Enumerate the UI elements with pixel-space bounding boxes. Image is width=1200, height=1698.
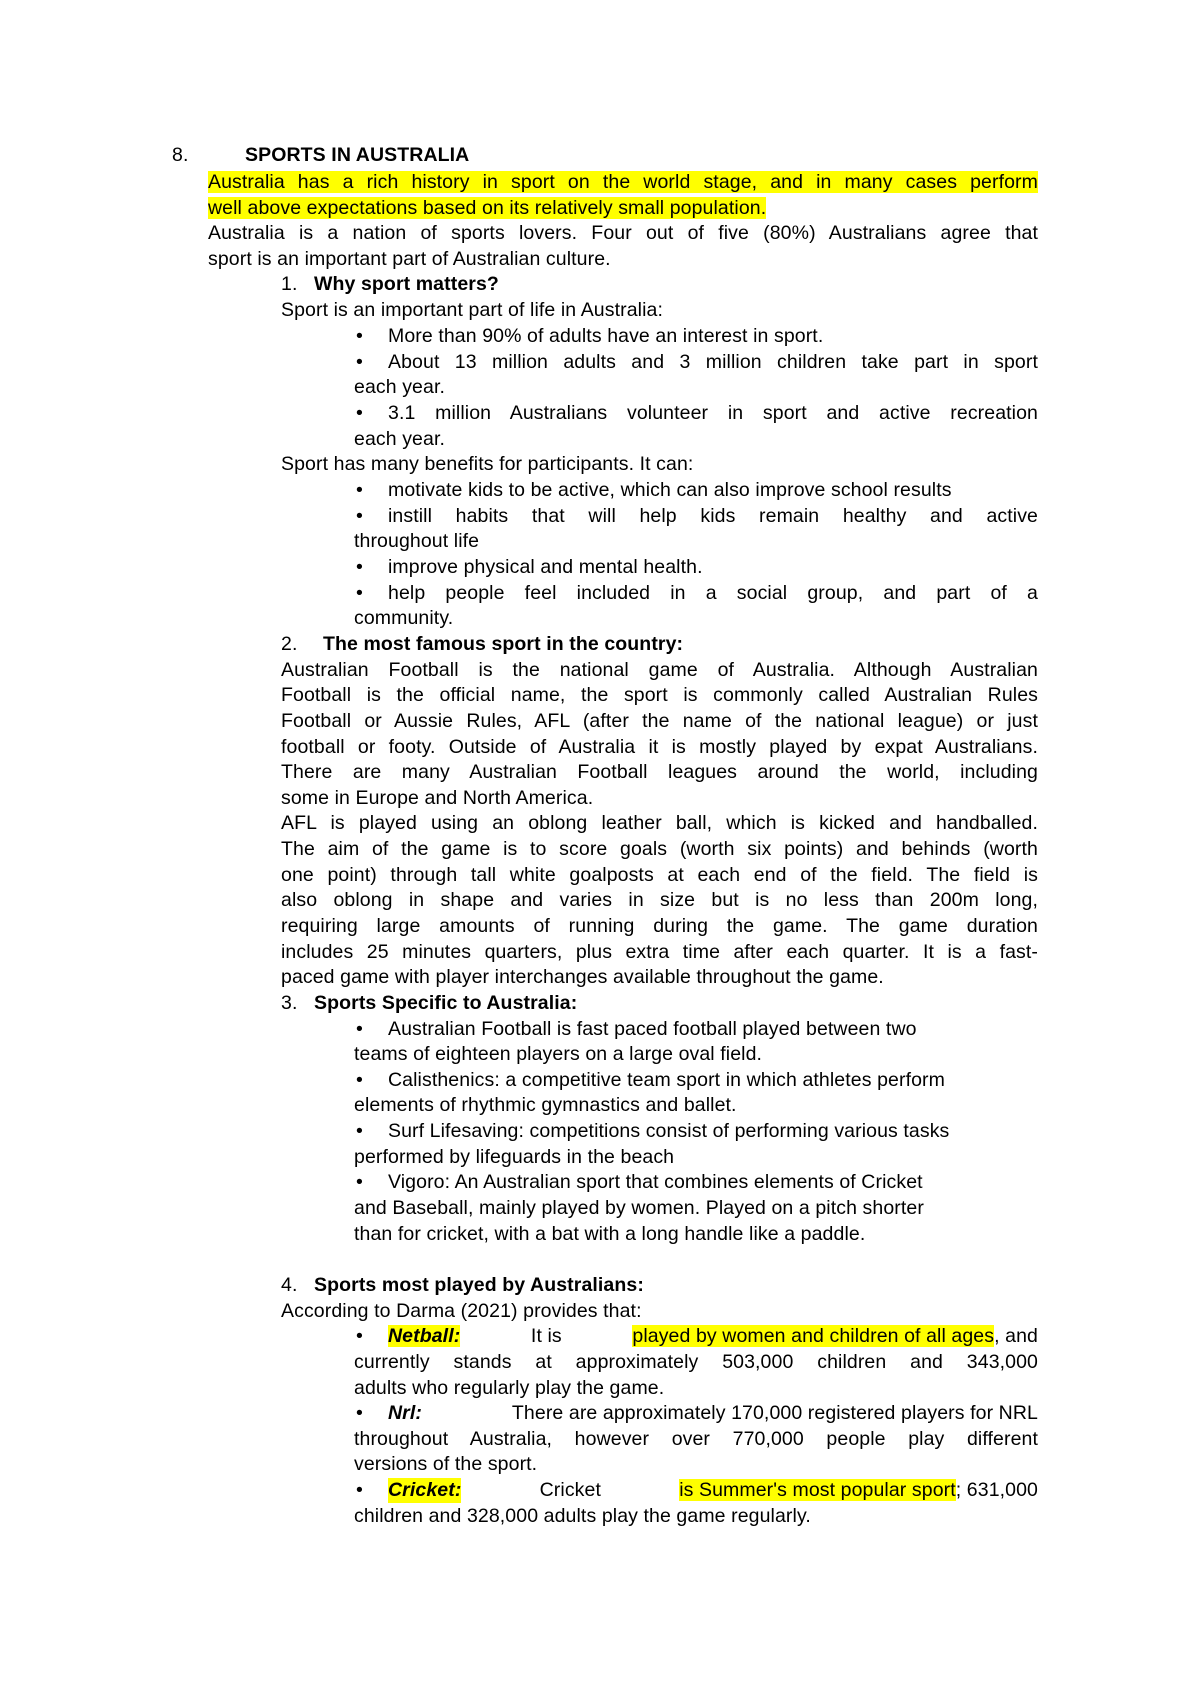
- subsection-4-number: 4.: [281, 1274, 298, 1296]
- list-item-netball: [388, 1324, 1038, 1349]
- list-item-continuation: each year.: [354, 376, 445, 398]
- text-span: ; 631,000: [955, 1479, 1038, 1501]
- list-item-continuation: teams of eighteen players on a large oval field.: [354, 1043, 763, 1065]
- paragraph-line: Australian Football is the national game of Australia. Although Australian: [281, 659, 1038, 681]
- list-item-continuation: performed by lifeguards in the beach: [354, 1146, 675, 1168]
- highlight: played by women and children of all ages: [632, 1325, 995, 1347]
- bullet-icon: •: [356, 1069, 363, 1091]
- text-span: Cricket: [539, 1479, 601, 1501]
- list-item-continuation: elements of rhythmic gymnastics and ballet.: [354, 1094, 737, 1116]
- intro-highlight-line-2: [208, 196, 766, 221]
- paragraph-line: paced game with player interchanges available throughout the game.: [281, 966, 884, 988]
- highlight: is Summer's most popular sport: [679, 1479, 956, 1501]
- bullet-icon: •: [356, 1018, 363, 1040]
- subsection-1-heading: Why sport matters?: [314, 273, 499, 295]
- paragraph-line: requiring large amounts of running during the game. The game duration: [281, 915, 1038, 937]
- list-item: About 13 million adults and 3 million children take part in sport: [388, 351, 1038, 373]
- subsection-1-lead: Sport is an important part of life in Australia:: [281, 299, 663, 321]
- text-span: There are approximately 170,000 registered players for NRL: [511, 1402, 1038, 1424]
- bullet-icon: •: [356, 1120, 363, 1142]
- paragraph-line: football or footy. Outside of Australia it is mostly played by expat Australians.: [281, 736, 1038, 758]
- bullet-icon: •: [356, 1402, 363, 1424]
- subsection-1-number: 1.: [281, 273, 298, 295]
- paragraph-line: AFL is played using an oblong leather ball, which is kicked and handballed.: [281, 812, 1038, 834]
- subsection-1-lead-2: Sport has many benefits for participants. It can:: [281, 453, 694, 475]
- subsection-4-lead: According to Darma (2021) provides that:: [281, 1300, 642, 1322]
- list-item-continuation: community.: [354, 607, 454, 629]
- list-item: improve physical and mental health.: [388, 556, 703, 578]
- list-item-continuation: throughout life: [354, 530, 480, 552]
- subsection-2-number: 2.: [281, 633, 298, 655]
- list-item-nrl: [388, 1401, 1038, 1426]
- subsection-3-number: 3.: [281, 992, 298, 1014]
- subsection-4-heading: Sports most played by Australians:: [314, 1274, 644, 1296]
- paragraph-line: includes 25 minutes quarters, plus extra time after each quarter. It is a fast-: [281, 941, 1038, 963]
- bullet-icon: •: [356, 351, 363, 373]
- list-item: instill habits that will help kids remain healthy and active: [388, 505, 1038, 527]
- nrl-label: Nrl:: [388, 1402, 422, 1424]
- paragraph-line: The aim of the game is to score goals (worth six points) and behinds (worth: [281, 838, 1038, 860]
- paragraph-line: one point) through tall white goalposts at each end of the field. The field is: [281, 864, 1038, 886]
- list-item: Calisthenics: a competitive team sport in which athletes perform: [388, 1069, 945, 1091]
- list-item-continuation: currently stands at approximately 503,000 children and 343,000: [354, 1351, 1038, 1373]
- intro-paragraph-line-1: Australia is a nation of sports lovers. Four out of five (80%) Australians agree that: [208, 222, 1038, 244]
- list-item-continuation: than for cricket, with a bat with a long handle like a paddle.: [354, 1223, 866, 1245]
- list-item: Vigoro: An Australian sport that combines elements of Cricket: [388, 1171, 923, 1193]
- intro-paragraph-line-2: sport is an important part of Australian culture.: [208, 248, 611, 270]
- bullet-icon: •: [356, 402, 363, 424]
- list-item-continuation: versions of the sport.: [354, 1453, 538, 1475]
- paragraph-line: also oblong in shape and varies in size but is no less than 200m long,: [281, 889, 1038, 911]
- paragraph-line: Football or Aussie Rules, AFL (after the name of the national league) or just: [281, 710, 1038, 732]
- subsection-3-heading: Sports Specific to Australia:: [314, 992, 578, 1014]
- list-item-continuation: adults who regularly play the game.: [354, 1377, 665, 1399]
- bullet-icon: •: [356, 556, 363, 578]
- list-item: motivate kids to be active, which can also improve school results: [388, 479, 952, 501]
- bullet-icon: •: [356, 1171, 363, 1193]
- highlight: Australia has a rich history in sport on the world stage, and in many cases perform: [208, 171, 1038, 193]
- section-title: SPORTS IN AUSTRALIA: [245, 144, 470, 166]
- subsection-2-heading: The most famous sport in the country:: [323, 633, 684, 655]
- section-number: 8.: [172, 144, 189, 166]
- list-item-cricket: [388, 1478, 1038, 1503]
- intro-highlight-line-1: [208, 170, 1038, 195]
- list-item-continuation: each year.: [354, 428, 445, 450]
- bullet-icon: •: [356, 582, 363, 604]
- netball-label: Netball:: [388, 1325, 461, 1347]
- text-span: , and: [994, 1325, 1038, 1347]
- paragraph-line: Football is the official name, the sport is commonly called Australian Rules: [281, 684, 1038, 706]
- list-item-continuation: children and 328,000 adults play the game regularly.: [354, 1505, 811, 1527]
- highlight: well above expectations based on its relatively small population.: [208, 197, 767, 219]
- paragraph-line: There are many Australian Football leagues around the world, including: [281, 761, 1038, 783]
- bullet-icon: •: [356, 479, 363, 501]
- list-item: More than 90% of adults have an interest in sport.: [388, 325, 824, 347]
- list-item: Australian Football is fast paced football played between two: [388, 1018, 917, 1040]
- bullet-icon: •: [356, 325, 363, 347]
- list-item-continuation: throughout Australia, however over 770,000 people play different: [354, 1428, 1038, 1450]
- bullet-icon: •: [356, 505, 363, 527]
- list-item-continuation: and Baseball, mainly played by women. Played on a pitch shorter: [354, 1197, 924, 1219]
- cricket-label: Cricket:: [388, 1479, 462, 1501]
- list-item: Surf Lifesaving: competitions consist of performing various tasks: [388, 1120, 950, 1142]
- list-item: help people feel included in a social group, and part of a: [388, 582, 1038, 604]
- text-span: It is: [530, 1325, 562, 1347]
- paragraph-line: some in Europe and North America.: [281, 787, 594, 809]
- list-item: 3.1 million Australians volunteer in sport and active recreation: [388, 402, 1038, 424]
- bullet-icon: •: [356, 1479, 363, 1501]
- bullet-icon: •: [356, 1325, 363, 1347]
